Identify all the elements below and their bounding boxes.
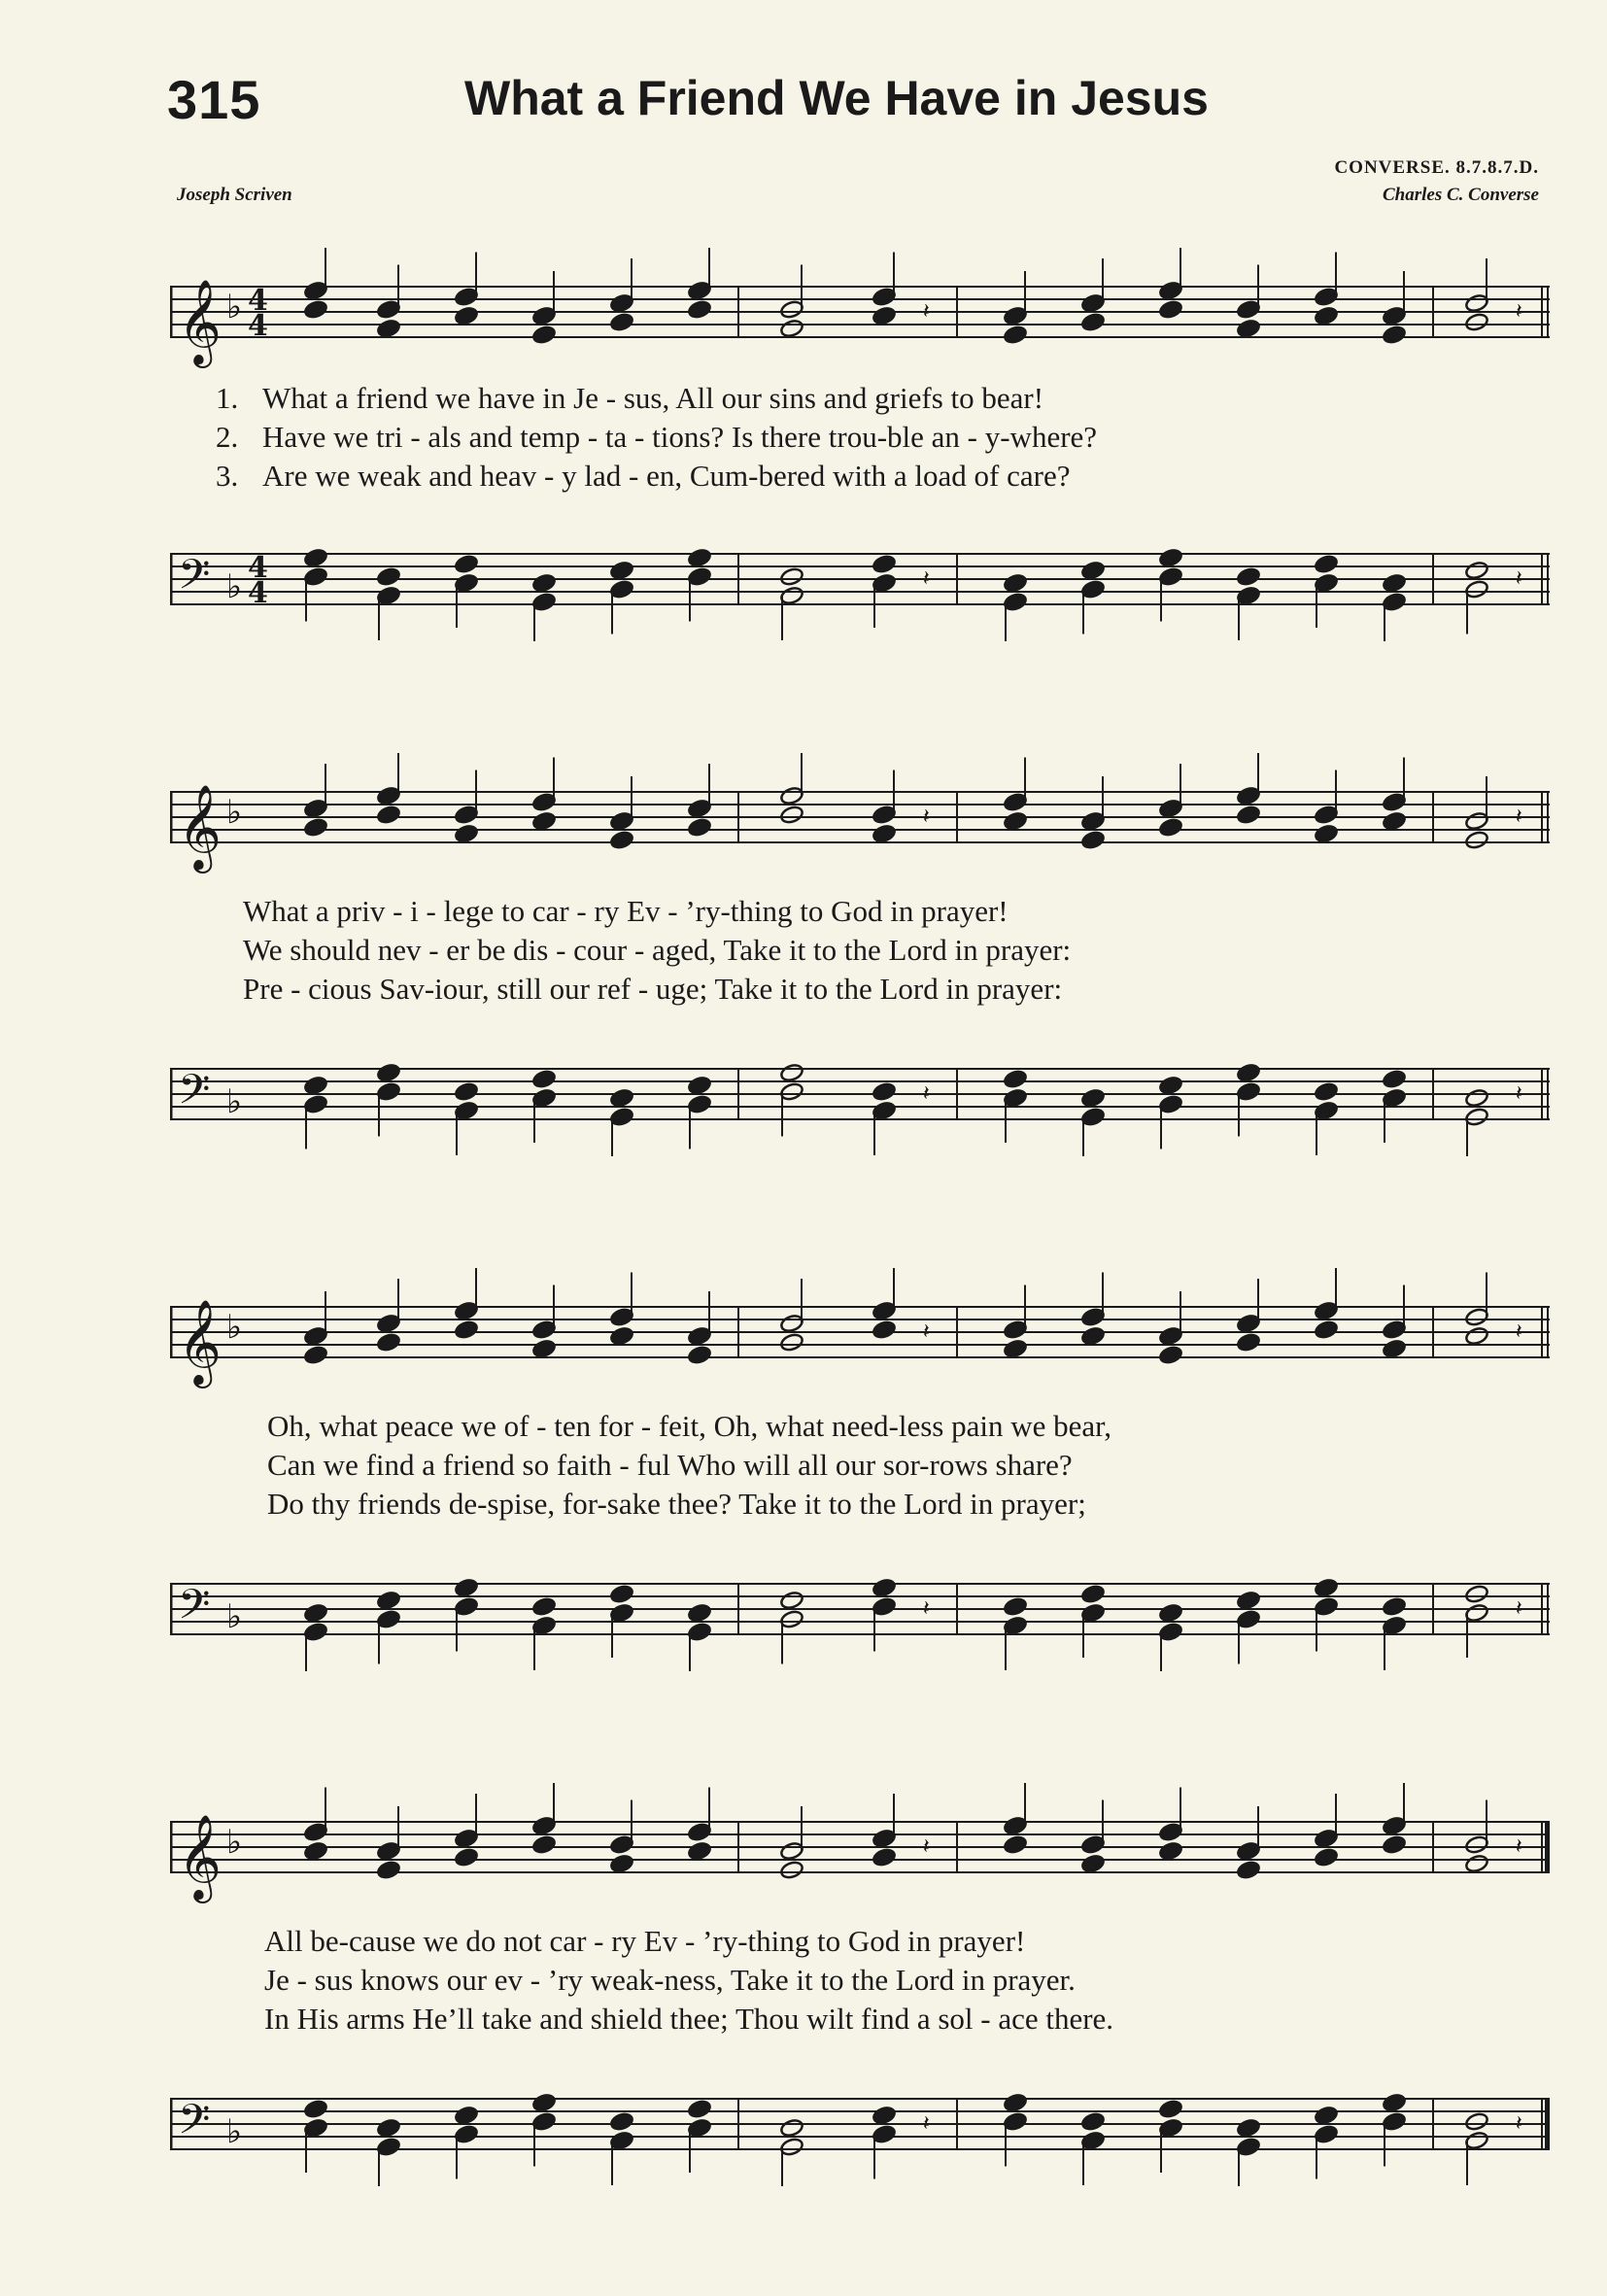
tune-meter: CONVERSE. 8.7.8.7.D. — [1334, 157, 1539, 178]
svg-text:𝄢: 𝄢 — [178, 551, 211, 609]
lyric-line: In His arms He’ll take and shield thee; Thou wilt find a sol - ace there. — [264, 2002, 1114, 2036]
treble-staff — [170, 1783, 1550, 1909]
svg-text:𝄽: 𝄽 — [1516, 1596, 1522, 1622]
svg-text:𝄢: 𝄢 — [178, 2096, 211, 2154]
lyric-line: Oh, what peace we of - ten for - feit, Oh, what need-less pain we bear, — [267, 1409, 1111, 1443]
svg-text:♭: ♭ — [226, 2112, 243, 2151]
svg-text:𝄽: 𝄽 — [1516, 2111, 1522, 2137]
lyric-line: 2. Have we tri - als and temp - ta - tions? Is there trou-ble an - y-where? — [216, 420, 1098, 454]
treble-staff — [170, 248, 1550, 374]
svg-text:𝄞: 𝄞 — [178, 783, 222, 870]
svg-text:♭: ♭ — [226, 1823, 243, 1862]
svg-text:♭: ♭ — [226, 1308, 243, 1347]
lyric-line: All be-cause we do not car - ry Ev - ’ry-thing to God in prayer! — [264, 1924, 1026, 1958]
hymn-title: What a Friend We Have in Jesus — [464, 71, 1209, 125]
author: Joseph Scriven — [177, 185, 292, 205]
svg-text:𝄽: 𝄽 — [923, 1081, 930, 1107]
treble-staff — [170, 753, 1550, 879]
lyric-line: Can we find a friend so faith - ful Who will all our sor-rows share? — [267, 1448, 1073, 1482]
svg-text:♭: ♭ — [226, 567, 243, 606]
svg-text:4: 4 — [248, 309, 268, 343]
svg-text:𝄽: 𝄽 — [1516, 1319, 1522, 1345]
svg-text:𝄽: 𝄽 — [1516, 299, 1522, 325]
bass-staff — [170, 1030, 1550, 1156]
svg-text:𝄞: 𝄞 — [178, 1813, 222, 1900]
lyric-line: 1. What a friend we have in Je - sus, All our sins and griefs to bear! — [216, 381, 1044, 415]
composer: Charles C. Converse — [1383, 185, 1539, 205]
svg-text:𝄽: 𝄽 — [923, 1596, 930, 1622]
svg-text:𝄽: 𝄽 — [923, 805, 930, 830]
svg-text:♭: ♭ — [226, 793, 243, 832]
svg-text:𝄽: 𝄽 — [1516, 1081, 1522, 1107]
bass-staff — [170, 1545, 1550, 1671]
bass-staff — [170, 2060, 1550, 2186]
svg-text:4: 4 — [248, 576, 268, 610]
lyric-line: What a priv - i - lege to car - ry Ev - ’ry-thing to God in prayer! — [243, 894, 1009, 928]
lyric-line: We should nev - er be dis - cour - aged, Take it to the Lord in prayer: — [243, 933, 1072, 967]
svg-text:4: 4 — [248, 551, 268, 585]
svg-text:𝄽: 𝄽 — [923, 2111, 930, 2137]
svg-text:𝄢: 𝄢 — [178, 1066, 211, 1124]
svg-text:𝄽: 𝄽 — [1516, 566, 1522, 592]
lyric-line: Je - sus knows our ev - ’ry weak-ness, Take it to the Lord in prayer. — [264, 1963, 1076, 1997]
svg-text:𝄞: 𝄞 — [178, 278, 222, 364]
svg-text:𝄽: 𝄽 — [1516, 1834, 1522, 1860]
hymn-number: 315 — [167, 69, 261, 130]
bass-staff — [170, 515, 1550, 641]
svg-text:4: 4 — [248, 284, 268, 318]
svg-text:𝄽: 𝄽 — [923, 1834, 930, 1860]
treble-staff — [170, 1268, 1550, 1394]
lyric-line: Do thy friends de-spise, for-sake thee? Take it to the Lord in prayer; — [267, 1487, 1086, 1521]
svg-text:♭: ♭ — [226, 1597, 243, 1636]
svg-text:♭: ♭ — [226, 288, 243, 326]
lyric-line: 3. Are we weak and heav - y lad - en, Cum-bered with a load of care? — [216, 459, 1071, 493]
svg-text:𝄞: 𝄞 — [178, 1298, 222, 1385]
svg-text:♭: ♭ — [226, 1082, 243, 1121]
svg-text:𝄽: 𝄽 — [923, 1319, 930, 1345]
svg-text:𝄽: 𝄽 — [1516, 805, 1522, 830]
svg-text:𝄽: 𝄽 — [923, 299, 930, 325]
svg-text:𝄢: 𝄢 — [178, 1581, 211, 1639]
lyric-line: Pre - cious Sav-iour, still our ref - uge; Take it to the Lord in prayer: — [243, 972, 1063, 1006]
svg-text:𝄽: 𝄽 — [923, 566, 930, 592]
